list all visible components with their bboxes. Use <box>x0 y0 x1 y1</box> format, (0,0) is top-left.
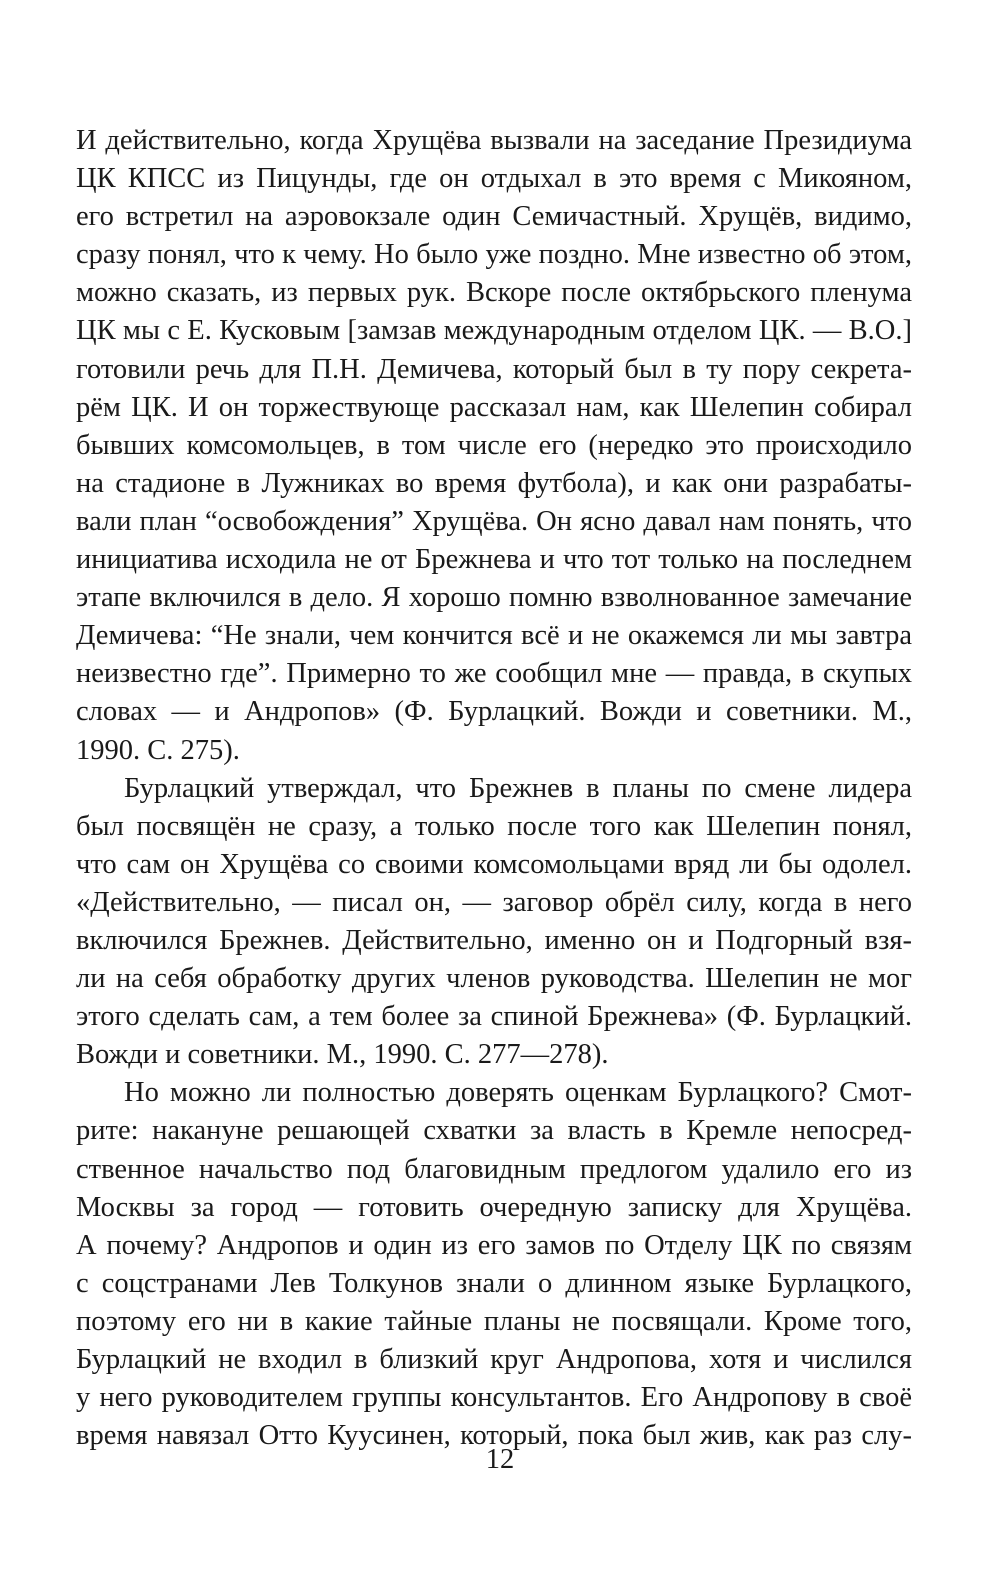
text-line: «Действительно, — писал он, — заговор обрёл силу, когда в него <box>76 886 912 918</box>
text-line: И действительно, когда Хрущёва вызвали на заседание Президиума <box>76 125 912 156</box>
text-line: поэтому его ни в какие тайные планы не посвящали. Кроме того, <box>76 1305 912 1337</box>
text-line: с соцстранами Лев Толкунов знали о длинном языке Бурлацкого, <box>76 1267 912 1299</box>
text-line: на стадионе в Лужниках во время футбола), и как они разрабаты- <box>76 467 912 499</box>
text-line: Демичева: “Не знали, чем кончится всё и не окажемся ли мы завтра <box>76 620 912 652</box>
text-line: ственное начальство под благовидным предлогом удалило его из <box>76 1153 912 1185</box>
text-line: А почему? Андропов и один из его замов по Отделу ЦК по связям <box>76 1229 912 1261</box>
text-line: Бурлацкий не входил в близкий круг Андропова, хотя и числился <box>76 1344 912 1375</box>
body-text <box>76 122 912 1455</box>
text-line: словах — и Андропов» (Ф. Бурлацкий. Вожди и советники. М., <box>76 696 912 728</box>
text-line: Москвы за город — готовить очередную записку для Хрущёва. <box>76 1191 912 1223</box>
text-line: включился Брежнев. Действительно, именно он и Подгорный взя- <box>76 924 912 956</box>
text-line: ЦК мы с Е. Кусковым [замзав международным отделом ЦК. — В.О.] <box>76 315 912 347</box>
text-line: вали план “освобождения” Хрущёва. Он ясно давал нам понять, что <box>76 505 912 537</box>
text-line: бывших комсомольцев, в том числе его (нередко это происходило <box>76 429 912 461</box>
text-line: рите: накануне решающей схватки за власть в Кремле непосред- <box>76 1115 912 1147</box>
text-line: 1990. С. 275). <box>76 734 240 766</box>
text-line: ли на себя обработку других членов руководства. Шелепин не мог <box>76 963 912 995</box>
text-line: готовили речь для П.Н. Демичева, который был в ту пору секрета- <box>76 353 912 385</box>
text-line: этапе включился в дело. Я хорошо помню взволнованное замечание <box>76 582 912 614</box>
text-line: Бурлацкий утверждал, что Брежнев в планы по смене лидера <box>124 772 912 804</box>
text-line: можно сказать, из первых рук. Вскоре после октябрьского пленума <box>76 277 912 309</box>
text-line: его встретил на аэровокзале один Семичастный. Хрущёв, видимо, <box>76 201 912 233</box>
text-line: ЦК КПСС из Пицунды, где он отдыхал в это время с Микояном, <box>76 163 912 195</box>
text-line: Вожди и советники. М., 1990. С. 277—278). <box>76 1039 609 1071</box>
text-line: время навязал Отто Куусинен, который, пока был жив, как раз слу- <box>76 1420 912 1452</box>
text-line: у него руководителем группы консультантов. Его Андропову в своё <box>76 1382 912 1414</box>
text-line: был посвящён не сразу, а только после того как Шелепин понял, <box>76 810 912 842</box>
text-line: сразу понял, что к чему. Но было уже поздно. Мне известно об этом, <box>76 239 912 271</box>
page-number: 12 <box>485 1444 515 1475</box>
text-line: этого сделать сам, а тем более за спиной Брежнева» (Ф. Бурлацкий. <box>76 1001 912 1033</box>
text-line: рём ЦК. И он торжествующе рассказал нам, как Шелепин собирал <box>76 391 912 423</box>
text-line: инициатива исходила не от Брежнева и что тот только на последнем <box>76 544 912 576</box>
text-line: Но можно ли полностью доверять оценкам Бурлацкого? Смот- <box>124 1077 912 1109</box>
text-line: что сам он Хрущёва со своими комсомольцами вряд ли бы одолел. <box>76 848 912 880</box>
text-line: неизвестно где”. Примерно то же сообщил мне — правда, в скупых <box>76 658 912 690</box>
